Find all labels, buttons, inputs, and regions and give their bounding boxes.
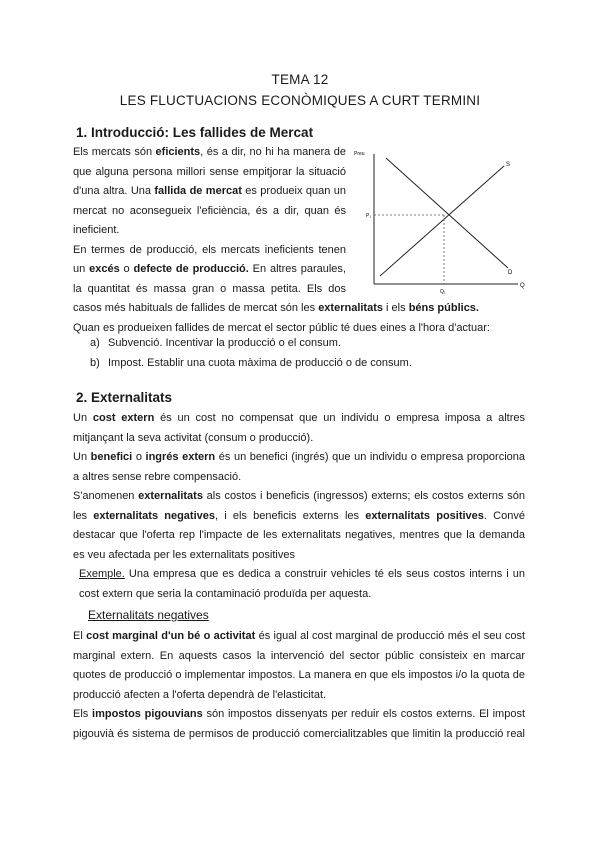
text-line: es veu afectada per les externalitats positives	[73, 548, 295, 561]
text-line: Exemple. Una empresa que es dedica a construir vehicles té els seus costos interns i un	[79, 568, 525, 580]
text-line: d'una altra. Una fallida de mercat es produeix quan un	[73, 185, 346, 197]
text-line: mitjançant la seva activitat (consum o producció).	[73, 431, 314, 444]
text-line: destacar que l'oferta rep l'impacte de les externalitats negatives, mentres que la demanda	[73, 529, 525, 541]
topic-title: LES FLUCTUACIONS ECONÒMIQUES A CURT TERMINI	[119, 93, 481, 108]
supply-curve	[380, 166, 504, 276]
example-paragraph	[79, 565, 525, 604]
text-line: les externalitats negatives, i els beneficis externs les externalitats positives. Convé	[73, 509, 525, 522]
text-line: Un cost extern és un cost no compensat que un individu o empresa imposa a altres	[73, 412, 525, 424]
text-line: Quan es produeixen fallides de mercat el sector públic té dues eines a l'hora d'actuar:	[73, 321, 490, 334]
list-marker-a: a)	[90, 337, 100, 349]
text-line: cost extern que seria la contaminació produïda per aquesta.	[79, 587, 372, 600]
text-line: un excés o defecte de producció. En altres paraules,	[73, 263, 346, 275]
text-line: mercat no aconsegueix l'eficiència, és a dir, quan és	[73, 204, 346, 217]
x-axis-label: Q	[520, 283, 525, 289]
text-line: producció afecten a l'oferta dependrà de l'elasticitat.	[73, 688, 327, 701]
demand-curve	[386, 158, 511, 268]
list-item-impost: Impost. Establir una cuota màxima de producció o de consum.	[108, 357, 412, 369]
text-line: En termes de producció, els mercats ineficients tenen	[73, 243, 346, 256]
text-line: a altres sense rebre compensació.	[73, 470, 242, 483]
text-line: pigouvià és sistema de permisos de producció comercialitzables que limitin la producció real	[73, 727, 525, 740]
demand-label: D	[508, 270, 513, 276]
externalities-paragraph	[73, 409, 525, 565]
text-line: Els mercats són eficients, és a dir, no hi ha manera de	[73, 146, 346, 158]
topic-number: TEMA 12	[271, 72, 329, 87]
y-axis-label: Preu	[354, 151, 365, 157]
text-line: Un benefici o ingrés extern és un benefici (ingrés) que un individu o empresa proporciona	[73, 451, 525, 463]
price-label: P₁	[366, 213, 372, 219]
list-item-subvencio: Subvenció. Incentivar la producció o el consum.	[108, 337, 341, 349]
text-line: quotes de producció o implementar impostos. La manera en que els impostos i/o la quota de	[73, 669, 525, 681]
text-line: marginal extern. En aquests casos la intervenció del sector públic consisteix en marcar	[73, 649, 525, 662]
text-line: ineficient.	[73, 224, 120, 236]
negative-externalities-paragraph	[73, 627, 525, 744]
text-line: casos més habituals de fallides de mercat són les externalitats i els béns públics.	[73, 302, 479, 314]
example-label: Exemple.	[79, 568, 125, 580]
subsection-heading: Externalitats negatives	[88, 608, 209, 622]
text-line: que alguna persona millori sense empitjorar la situació	[73, 165, 346, 178]
quantity-label: Q₁	[440, 289, 446, 295]
intro-paragraph-end	[73, 299, 525, 338]
list-marker-b: b)	[90, 357, 100, 369]
text-line: la quantitat és massa gran o massa petita. Els dos	[73, 282, 346, 295]
section-1-heading: 1. Introducció: Les fallides de Mercat	[76, 125, 314, 140]
section-2-heading: 2. Externalitats	[76, 390, 173, 405]
text-line: Els impostos pigouvians són impostos dissenyats per reduir els costos externs. El impost	[73, 708, 525, 720]
text-line: S'anomenen externalitats als costos i beneficis (ingressos) externs; els costos externs són	[73, 490, 525, 502]
intro-paragraph	[73, 143, 346, 299]
text-line: El cost marginal d'un bé o activitat és igual al cost marginal de producció més el seu cost	[73, 630, 525, 642]
supply-label: S	[506, 162, 511, 168]
supply-demand-graph	[350, 146, 530, 296]
